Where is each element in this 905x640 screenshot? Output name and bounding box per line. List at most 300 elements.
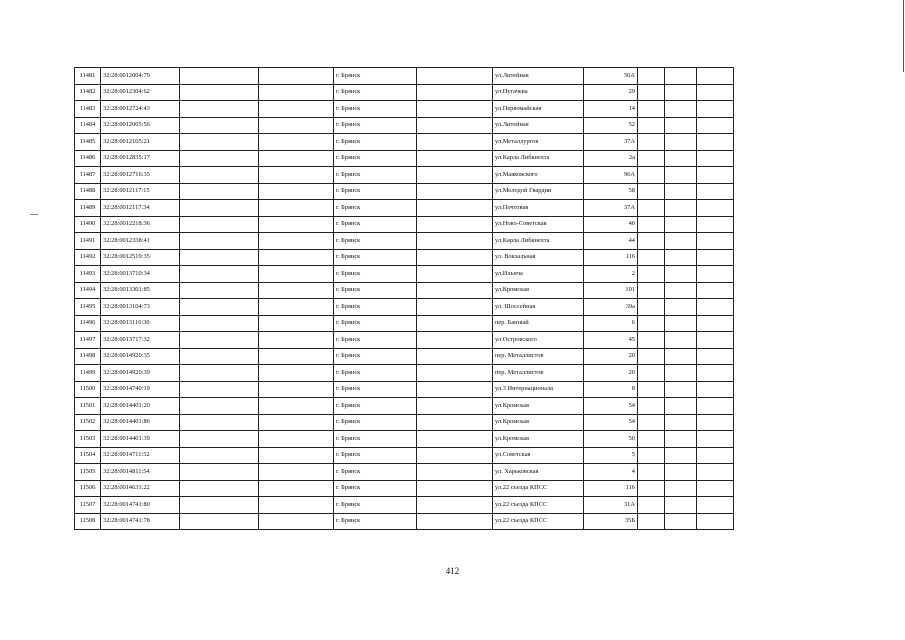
cadastral-number-cell: 32:28:0012117:15 bbox=[101, 183, 180, 200]
empty-cell bbox=[665, 266, 697, 283]
empty-cell bbox=[665, 480, 697, 497]
empty-cell bbox=[417, 315, 493, 332]
row-number-cell: 11485 bbox=[75, 134, 101, 151]
empty-cell bbox=[259, 398, 334, 415]
empty-cell bbox=[259, 431, 334, 448]
empty-cell bbox=[665, 348, 697, 365]
street-cell: ул.Советская bbox=[493, 447, 584, 464]
table-row bbox=[75, 332, 734, 349]
empty-cell bbox=[259, 150, 334, 167]
city-cell: г. Брянск bbox=[334, 447, 417, 464]
table-row bbox=[75, 315, 734, 332]
row-number-cell: 11488 bbox=[75, 183, 101, 200]
margin-mark bbox=[30, 214, 38, 215]
table-row bbox=[75, 282, 734, 299]
row-number-cell: 11495 bbox=[75, 299, 101, 316]
empty-cell bbox=[180, 431, 259, 448]
empty-cell bbox=[180, 464, 259, 481]
empty-cell bbox=[417, 84, 493, 101]
house-number-cell: 20 bbox=[584, 348, 638, 365]
cadastral-number-cell: 32:28:0012005:56 bbox=[101, 117, 180, 134]
empty-cell bbox=[697, 381, 734, 398]
street-cell: пер. Металлистов bbox=[493, 365, 584, 382]
empty-cell bbox=[259, 348, 334, 365]
empty-cell bbox=[665, 282, 697, 299]
table-row bbox=[75, 266, 734, 283]
empty-cell bbox=[180, 150, 259, 167]
empty-cell bbox=[697, 464, 734, 481]
street-cell: ул.Карла Либкнехта bbox=[493, 233, 584, 250]
street-cell: ул. Харьковская bbox=[493, 464, 584, 481]
cadastral-number-cell: 32:28:0012835:17 bbox=[101, 150, 180, 167]
empty-cell bbox=[638, 497, 665, 514]
cadastral-number-cell: 32:28:0013116:30 bbox=[101, 315, 180, 332]
empty-cell bbox=[697, 348, 734, 365]
page-number: 412 bbox=[445, 566, 460, 576]
row-number-cell: 11498 bbox=[75, 348, 101, 365]
empty-cell bbox=[259, 464, 334, 481]
empty-cell bbox=[638, 398, 665, 415]
table-row bbox=[75, 183, 734, 200]
cadastral-number-cell: 32:28:0013717:32 bbox=[101, 332, 180, 349]
table-row bbox=[75, 84, 734, 101]
row-number-cell: 11490 bbox=[75, 216, 101, 233]
empty-cell bbox=[697, 282, 734, 299]
table-row bbox=[75, 431, 734, 448]
house-number-cell: 2а bbox=[584, 150, 638, 167]
table-row bbox=[75, 216, 734, 233]
empty-cell bbox=[638, 101, 665, 118]
empty-cell bbox=[417, 381, 493, 398]
empty-cell bbox=[665, 513, 697, 530]
table-row bbox=[75, 233, 734, 250]
table-row bbox=[75, 398, 734, 415]
city-cell: г. Брянск bbox=[334, 381, 417, 398]
empty-cell bbox=[665, 117, 697, 134]
empty-cell bbox=[259, 282, 334, 299]
cadastral-number-cell: 32:28:0012218:36 bbox=[101, 216, 180, 233]
row-number-cell: 11508 bbox=[75, 513, 101, 530]
empty-cell bbox=[417, 68, 493, 85]
table-row bbox=[75, 117, 734, 134]
empty-cell bbox=[638, 348, 665, 365]
cadastral-number-cell: 32:28:0014401:20 bbox=[101, 398, 180, 415]
street-cell: ул.Литейная bbox=[493, 117, 584, 134]
empty-cell bbox=[180, 315, 259, 332]
house-number-cell: 14 bbox=[584, 101, 638, 118]
city-cell: г. Брянск bbox=[334, 299, 417, 316]
table-row bbox=[75, 299, 734, 316]
street-cell: ул.22 съезда КПСС bbox=[493, 497, 584, 514]
cadastral-number-cell: 32:28:0014741:78 bbox=[101, 513, 180, 530]
empty-cell bbox=[259, 183, 334, 200]
row-number-cell: 11483 bbox=[75, 101, 101, 118]
empty-cell bbox=[638, 200, 665, 217]
empty-cell bbox=[259, 414, 334, 431]
city-cell: г. Брянск bbox=[334, 431, 417, 448]
empty-cell bbox=[180, 101, 259, 118]
house-number-cell: 37А bbox=[584, 200, 638, 217]
empty-cell bbox=[697, 398, 734, 415]
table-row bbox=[75, 365, 734, 382]
row-number-cell: 11497 bbox=[75, 332, 101, 349]
empty-cell bbox=[180, 332, 259, 349]
empty-cell bbox=[417, 150, 493, 167]
row-number-cell: 11506 bbox=[75, 480, 101, 497]
empty-cell bbox=[638, 266, 665, 283]
city-cell: г. Брянск bbox=[334, 348, 417, 365]
empty-cell bbox=[259, 332, 334, 349]
street-cell: ул.Молодой Гвардии bbox=[493, 183, 584, 200]
empty-cell bbox=[665, 332, 697, 349]
street-cell: ул.3 Интернационала bbox=[493, 381, 584, 398]
empty-cell bbox=[665, 101, 697, 118]
city-cell: г. Брянск bbox=[334, 183, 417, 200]
empty-cell bbox=[638, 183, 665, 200]
cadastral-number-cell: 32:28:0014920:39 bbox=[101, 365, 180, 382]
empty-cell bbox=[180, 381, 259, 398]
empty-cell bbox=[417, 431, 493, 448]
city-cell: г. Брянск bbox=[334, 249, 417, 266]
empty-cell bbox=[417, 447, 493, 464]
empty-cell bbox=[180, 497, 259, 514]
empty-cell bbox=[638, 332, 665, 349]
empty-cell bbox=[180, 84, 259, 101]
empty-cell bbox=[665, 249, 697, 266]
cadastral-number-cell: 32:28:0014401:86 bbox=[101, 414, 180, 431]
empty-cell bbox=[180, 447, 259, 464]
city-cell: г. Брянск bbox=[334, 414, 417, 431]
empty-cell bbox=[638, 513, 665, 530]
row-number-cell: 11491 bbox=[75, 233, 101, 250]
empty-cell bbox=[665, 216, 697, 233]
city-cell: г. Брянск bbox=[334, 282, 417, 299]
empty-cell bbox=[665, 167, 697, 184]
empty-cell bbox=[638, 134, 665, 151]
house-number-cell: 39а bbox=[584, 299, 638, 316]
empty-cell bbox=[638, 414, 665, 431]
cadastral-number-cell: 32:28:0014401:39 bbox=[101, 431, 180, 448]
cadastral-number-cell: 32:28:0012338:41 bbox=[101, 233, 180, 250]
row-number-cell: 11503 bbox=[75, 431, 101, 448]
empty-cell bbox=[259, 117, 334, 134]
empty-cell bbox=[697, 183, 734, 200]
empty-cell bbox=[697, 497, 734, 514]
empty-cell bbox=[180, 398, 259, 415]
empty-cell bbox=[180, 299, 259, 316]
city-cell: г. Брянск bbox=[334, 365, 417, 382]
house-number-cell: 40 bbox=[584, 216, 638, 233]
empty-cell bbox=[180, 216, 259, 233]
cadastral-number-cell: 32:28:0014711:52 bbox=[101, 447, 180, 464]
empty-cell bbox=[417, 101, 493, 118]
cadastral-number-cell: 32:28:0013710:34 bbox=[101, 266, 180, 283]
row-number-cell: 11486 bbox=[75, 150, 101, 167]
empty-cell bbox=[697, 233, 734, 250]
empty-cell bbox=[259, 266, 334, 283]
cadastral-number-cell: 32:28:0012304:62 bbox=[101, 84, 180, 101]
empty-cell bbox=[180, 249, 259, 266]
table-row bbox=[75, 348, 734, 365]
cadastral-number-cell: 32:28:0014631:22 bbox=[101, 480, 180, 497]
row-number-cell: 11505 bbox=[75, 464, 101, 481]
property-register-table bbox=[74, 67, 734, 530]
street-cell: пер. Металлистов bbox=[493, 348, 584, 365]
empty-cell bbox=[417, 134, 493, 151]
street-cell: ул.Ильича bbox=[493, 266, 584, 283]
house-number-cell: 20 bbox=[584, 365, 638, 382]
empty-cell bbox=[665, 497, 697, 514]
house-number-cell: 4 bbox=[584, 464, 638, 481]
house-number-cell: 56А bbox=[584, 68, 638, 85]
empty-cell bbox=[180, 480, 259, 497]
city-cell: г. Брянск bbox=[334, 513, 417, 530]
empty-cell bbox=[259, 167, 334, 184]
street-cell: ул.Ново-Советская bbox=[493, 216, 584, 233]
city-cell: г. Брянск bbox=[334, 315, 417, 332]
empty-cell bbox=[697, 200, 734, 217]
empty-cell bbox=[697, 216, 734, 233]
street-cell: ул.Пугачева bbox=[493, 84, 584, 101]
empty-cell bbox=[417, 414, 493, 431]
city-cell: г. Брянск bbox=[334, 134, 417, 151]
row-number-cell: 11487 bbox=[75, 167, 101, 184]
empty-cell bbox=[638, 447, 665, 464]
empty-cell bbox=[259, 381, 334, 398]
street-cell: ул.Литейная bbox=[493, 68, 584, 85]
empty-cell bbox=[259, 315, 334, 332]
row-number-cell: 11484 bbox=[75, 117, 101, 134]
house-number-cell: 96А bbox=[584, 167, 638, 184]
empty-cell bbox=[417, 348, 493, 365]
empty-cell bbox=[697, 315, 734, 332]
cadastral-number-cell: 32:28:0014920:35 bbox=[101, 348, 180, 365]
house-number-cell: 35Б bbox=[584, 513, 638, 530]
empty-cell bbox=[638, 233, 665, 250]
empty-cell bbox=[417, 299, 493, 316]
empty-cell bbox=[417, 513, 493, 530]
empty-cell bbox=[259, 513, 334, 530]
city-cell: г. Брянск bbox=[334, 398, 417, 415]
empty-cell bbox=[417, 117, 493, 134]
empty-cell bbox=[259, 299, 334, 316]
table-row bbox=[75, 68, 734, 85]
empty-cell bbox=[638, 216, 665, 233]
empty-cell bbox=[180, 513, 259, 530]
empty-cell bbox=[417, 480, 493, 497]
empty-cell bbox=[665, 365, 697, 382]
empty-cell bbox=[697, 513, 734, 530]
street-cell: ул. Вокзальная bbox=[493, 249, 584, 266]
empty-cell bbox=[665, 315, 697, 332]
cadastral-number-cell: 32:28:0014741:80 bbox=[101, 497, 180, 514]
empty-cell bbox=[259, 134, 334, 151]
empty-cell bbox=[638, 315, 665, 332]
house-number-cell: 116 bbox=[584, 249, 638, 266]
house-number-cell: 50 bbox=[584, 431, 638, 448]
empty-cell bbox=[180, 117, 259, 134]
empty-cell bbox=[180, 183, 259, 200]
house-number-cell: 5 bbox=[584, 447, 638, 464]
empty-cell bbox=[417, 464, 493, 481]
row-number-cell: 11494 bbox=[75, 282, 101, 299]
empty-cell bbox=[259, 480, 334, 497]
table-row bbox=[75, 101, 734, 118]
empty-cell bbox=[665, 381, 697, 398]
row-number-cell: 11501 bbox=[75, 398, 101, 415]
row-number-cell: 11507 bbox=[75, 497, 101, 514]
cadastral-number-cell: 32:28:0012004:79 bbox=[101, 68, 180, 85]
empty-cell bbox=[417, 233, 493, 250]
house-number-cell: 44 bbox=[584, 233, 638, 250]
city-cell: г. Брянск bbox=[334, 332, 417, 349]
house-number-cell: 31А bbox=[584, 497, 638, 514]
empty-cell bbox=[259, 68, 334, 85]
house-number-cell: 29 bbox=[584, 84, 638, 101]
table-row bbox=[75, 249, 734, 266]
city-cell: г. Брянск bbox=[334, 497, 417, 514]
empty-cell bbox=[665, 200, 697, 217]
street-cell: ул.Кромская bbox=[493, 414, 584, 431]
empty-cell bbox=[417, 282, 493, 299]
cadastral-number-cell: 32:28:0012716:35 bbox=[101, 167, 180, 184]
street-cell: ул. Шоссейная bbox=[493, 299, 584, 316]
empty-cell bbox=[638, 249, 665, 266]
empty-cell bbox=[638, 381, 665, 398]
empty-cell bbox=[180, 414, 259, 431]
table-row bbox=[75, 497, 734, 514]
empty-cell bbox=[697, 332, 734, 349]
street-cell: ул.Кромская bbox=[493, 431, 584, 448]
street-cell: пер. Банный bbox=[493, 315, 584, 332]
empty-cell bbox=[697, 299, 734, 316]
city-cell: г. Брянск bbox=[334, 150, 417, 167]
empty-cell bbox=[180, 167, 259, 184]
empty-cell bbox=[259, 249, 334, 266]
row-number-cell: 11502 bbox=[75, 414, 101, 431]
empty-cell bbox=[665, 233, 697, 250]
empty-cell bbox=[638, 464, 665, 481]
empty-cell bbox=[665, 447, 697, 464]
cadastral-number-cell: 32:28:0012724:43 bbox=[101, 101, 180, 118]
empty-cell bbox=[417, 200, 493, 217]
row-number-cell: 11489 bbox=[75, 200, 101, 217]
empty-cell bbox=[697, 431, 734, 448]
row-number-cell: 11492 bbox=[75, 249, 101, 266]
empty-cell bbox=[638, 431, 665, 448]
table-row bbox=[75, 381, 734, 398]
empty-cell bbox=[697, 134, 734, 151]
empty-cell bbox=[697, 365, 734, 382]
house-number-cell: 54 bbox=[584, 398, 638, 415]
house-number-cell: 52 bbox=[584, 117, 638, 134]
empty-cell bbox=[697, 167, 734, 184]
table-row bbox=[75, 464, 734, 481]
empty-cell bbox=[180, 282, 259, 299]
table-row bbox=[75, 200, 734, 217]
table-row bbox=[75, 167, 734, 184]
street-cell: ул.Почтовая bbox=[493, 200, 584, 217]
empty-cell bbox=[417, 249, 493, 266]
house-number-cell: 45 bbox=[584, 332, 638, 349]
city-cell: г. Брянск bbox=[334, 200, 417, 217]
table-row bbox=[75, 414, 734, 431]
city-cell: г. Брянск bbox=[334, 266, 417, 283]
cadastral-number-cell: 32:28:0014740:19 bbox=[101, 381, 180, 398]
table-row bbox=[75, 513, 734, 530]
row-number-cell: 11504 bbox=[75, 447, 101, 464]
empty-cell bbox=[665, 134, 697, 151]
house-number-cell: 116 bbox=[584, 480, 638, 497]
empty-cell bbox=[697, 101, 734, 118]
street-cell: ул.Металлургов bbox=[493, 134, 584, 151]
empty-cell bbox=[697, 249, 734, 266]
empty-cell bbox=[638, 84, 665, 101]
table-row bbox=[75, 447, 734, 464]
city-cell: г. Брянск bbox=[334, 117, 417, 134]
street-cell: ул.22 съезда КПСС bbox=[493, 513, 584, 530]
city-cell: г. Брянск bbox=[334, 480, 417, 497]
empty-cell bbox=[697, 84, 734, 101]
empty-cell bbox=[259, 200, 334, 217]
empty-cell bbox=[417, 332, 493, 349]
row-number-cell: 11493 bbox=[75, 266, 101, 283]
table-row bbox=[75, 480, 734, 497]
street-cell: ул.Маяковского bbox=[493, 167, 584, 184]
empty-cell bbox=[417, 365, 493, 382]
city-cell: г. Брянск bbox=[334, 101, 417, 118]
city-cell: г. Брянск bbox=[334, 167, 417, 184]
city-cell: г. Брянск bbox=[334, 216, 417, 233]
row-number-cell: 11499 bbox=[75, 365, 101, 382]
empty-cell bbox=[665, 150, 697, 167]
empty-cell bbox=[259, 233, 334, 250]
empty-cell bbox=[638, 150, 665, 167]
empty-cell bbox=[697, 414, 734, 431]
street-cell: ул.Первомайская bbox=[493, 101, 584, 118]
empty-cell bbox=[638, 167, 665, 184]
house-number-cell: 6 bbox=[584, 315, 638, 332]
row-number-cell: 11482 bbox=[75, 84, 101, 101]
empty-cell bbox=[697, 480, 734, 497]
house-number-cell: 8 bbox=[584, 381, 638, 398]
row-number-cell: 11481 bbox=[75, 68, 101, 85]
empty-cell bbox=[180, 266, 259, 283]
cadastral-number-cell: 32:28:0012117:34 bbox=[101, 200, 180, 217]
empty-cell bbox=[417, 497, 493, 514]
empty-cell bbox=[180, 233, 259, 250]
street-cell: ул.Карла Либкнехта bbox=[493, 150, 584, 167]
cadastral-number-cell: 32:28:0012519:35 bbox=[101, 249, 180, 266]
scan-edge-line bbox=[903, 0, 904, 72]
empty-cell bbox=[665, 299, 697, 316]
empty-cell bbox=[180, 68, 259, 85]
cadastral-number-cell: 32:28:0014811:54 bbox=[101, 464, 180, 481]
empty-cell bbox=[259, 101, 334, 118]
empty-cell bbox=[638, 299, 665, 316]
empty-cell bbox=[697, 117, 734, 134]
street-cell: ул.Кромская bbox=[493, 398, 584, 415]
empty-cell bbox=[417, 216, 493, 233]
empty-cell bbox=[638, 282, 665, 299]
city-cell: г. Брянск bbox=[334, 68, 417, 85]
table-row bbox=[75, 134, 734, 151]
empty-cell bbox=[665, 84, 697, 101]
cadastral-number-cell: 32:28:0012105:21 bbox=[101, 134, 180, 151]
empty-cell bbox=[180, 365, 259, 382]
city-cell: г. Брянск bbox=[334, 464, 417, 481]
empty-cell bbox=[665, 183, 697, 200]
